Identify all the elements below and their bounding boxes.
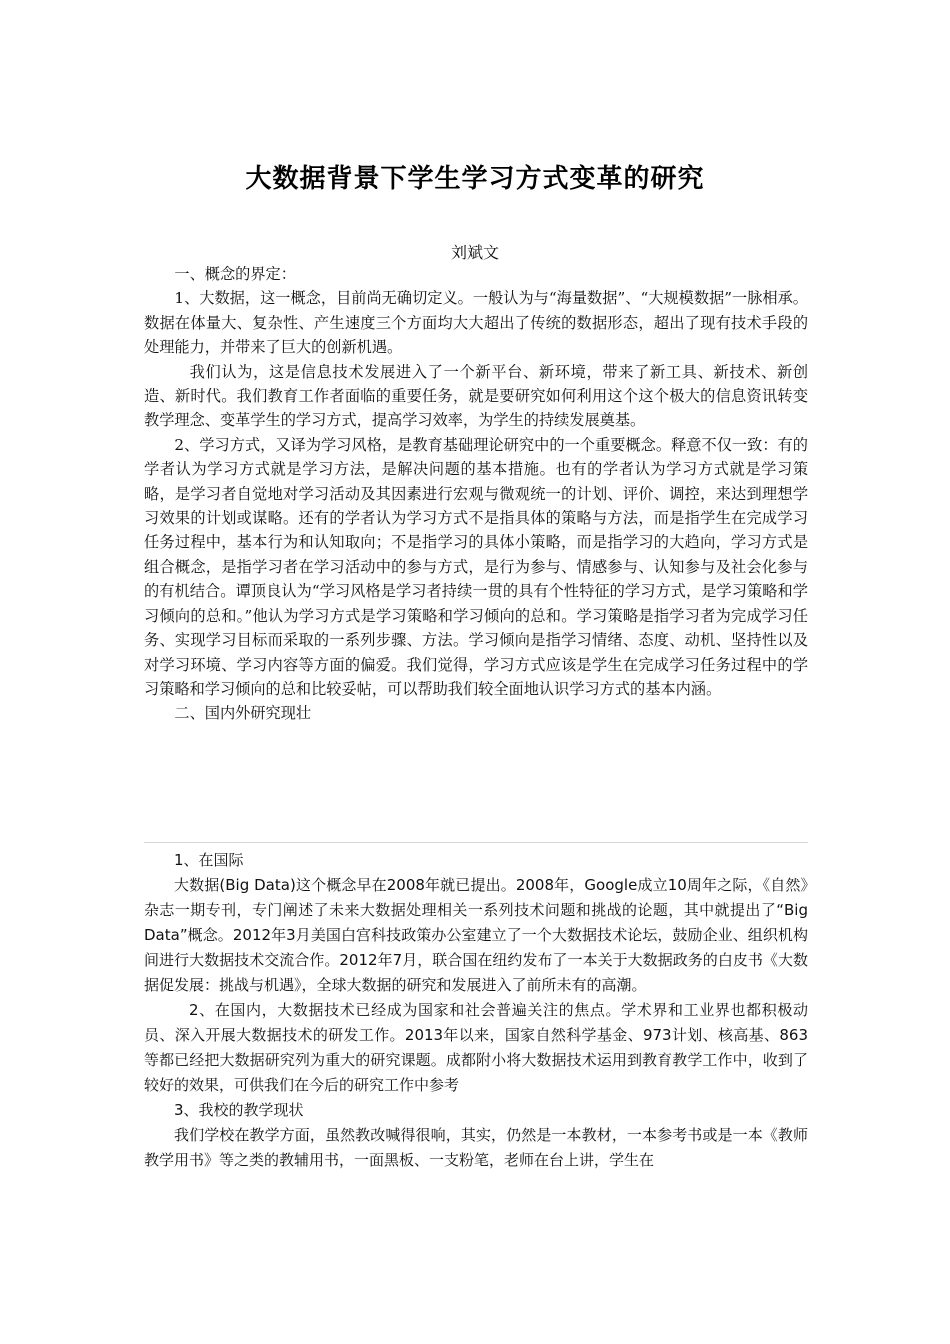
subheading-international: 1、在国际 — [174, 851, 244, 869]
paragraph-international: 大数据(Big Data)这个概念早在2008年就已提出。2008年，Google成立10周年之际，《自然》杂志一期专刊，专门阐述了未来大数据处理相关一系列技术问题和挑战的论题，其中就提出了“Big Data”概念。2012年3月美国白宫科技政策办公室建立了一个大数据技术论坛，鼓励企业、组织机构间进行大数据技术交流合作。2012年7月，联合国在纽约发布了一本关于大数据政务的白皮书《大数据促发展：挑战与机遇》，全球大数据的研究和发展进入了前所未有的高潮。 — [144, 876, 808, 994]
paragraph-our-view: 我们认为，这是信息技术发展进入了一个新平台、新环境，带来了新工具、新技术、新创造、新时代。我们教育工作者面临的重要任务，就是要研究如何利用这个这个极大的信息资讯转变教学理念、变革学生的学习方式，提高学习效率，为学生的持续发展奠基。 — [144, 362, 808, 430]
section-divider — [144, 842, 808, 843]
paragraph-school-status: 我们学校在教学方面，虽然教改喊得很响，其实，仍然是一本教材，一本参考书或是一本《教师教学用书》等之类的教辅用书，一面黑板、一支粉笔，老师在台上讲，学生在 — [144, 1126, 808, 1169]
body-section-1 — [144, 262, 808, 726]
paragraph-learning-style: 2、学习方式，又译为学习风格，是教育基础理论研究中的一个重要概念。释意不仅一致：有的学者认为学习方式就是学习方法，是解决问题的基本措施。也有的学者认为学习方式就是学习策略，是学习者自觉地对学习活动及其因素进行宏观与微观统一的计划、评价、调控，来达到理想学习效果的计划或谋略。还有的学者认为学习方式不是指具体的策略与方法，而是指学生在完成学习任务过程中，基本行为和认知取向；不是指学习的具体小策略，而是指学习的大趋向，学习方式是组合概念，是指学习者在学习活动中的参与方式，是行为参与、情感参与、认知参与及社会化参与的有机结合。谭顶良认为“学习风格是学习者持续一贯的具有个性特征的学习方式，是学习策略和学习倾向的总和。”他认为学习方式是学习策略和学习倾向的总和。学习策略是指学习者为完成学习任务、实现学习目标而采取的一系列步骤、方法。学习倾向是指学习情绪、态度、动机、坚持性以及对学习环境、学习内容等方面的偏爱。我们觉得，学习方式应该是学生在完成学习任务过程中的学习策略和学习倾向的总和比较妥帖，可以帮助我们较全面地认识学习方式的基本内涵。 — [144, 435, 808, 698]
section-heading-research-status: 二、国内外研究现壮 — [174, 704, 312, 723]
document-title: 大数据背景下学生学习方式变革的研究 — [245, 164, 705, 194]
paragraph-domestic: 2、在国内，大数据技术已经成为国家和社会普遍关注的焦点。学术界和工业界也都积极动员、深入开展大数据技术的研发工作。2013年以来，国家自然科学基金、973计划、核高基、863等都已经把大数据研究列为重大的研究课题。成都附小将大数据技术运用到教育教学工作中，收到了较好的效果，可供我们在今后的研究工作中参考 — [144, 1001, 808, 1094]
subheading-school-status: 3、我校的教学现状 — [174, 1101, 304, 1119]
author-name: 刘斌文 — [450, 243, 499, 262]
body-section-2 — [144, 848, 808, 1173]
paragraph-big-data-definition: 1、大数据，这一概念，目前尚无确切定义。一般认为与“海量数据”、“大规模数据”一脉相承。数据在体量大、复杂性、产生速度三个方面均大大超出了传统的数据形态，超出了现有技术手段的处理能力，并带来了巨大的创新机遇。 — [144, 289, 808, 357]
section-heading-concepts: 一、概念的界定： — [174, 265, 296, 283]
